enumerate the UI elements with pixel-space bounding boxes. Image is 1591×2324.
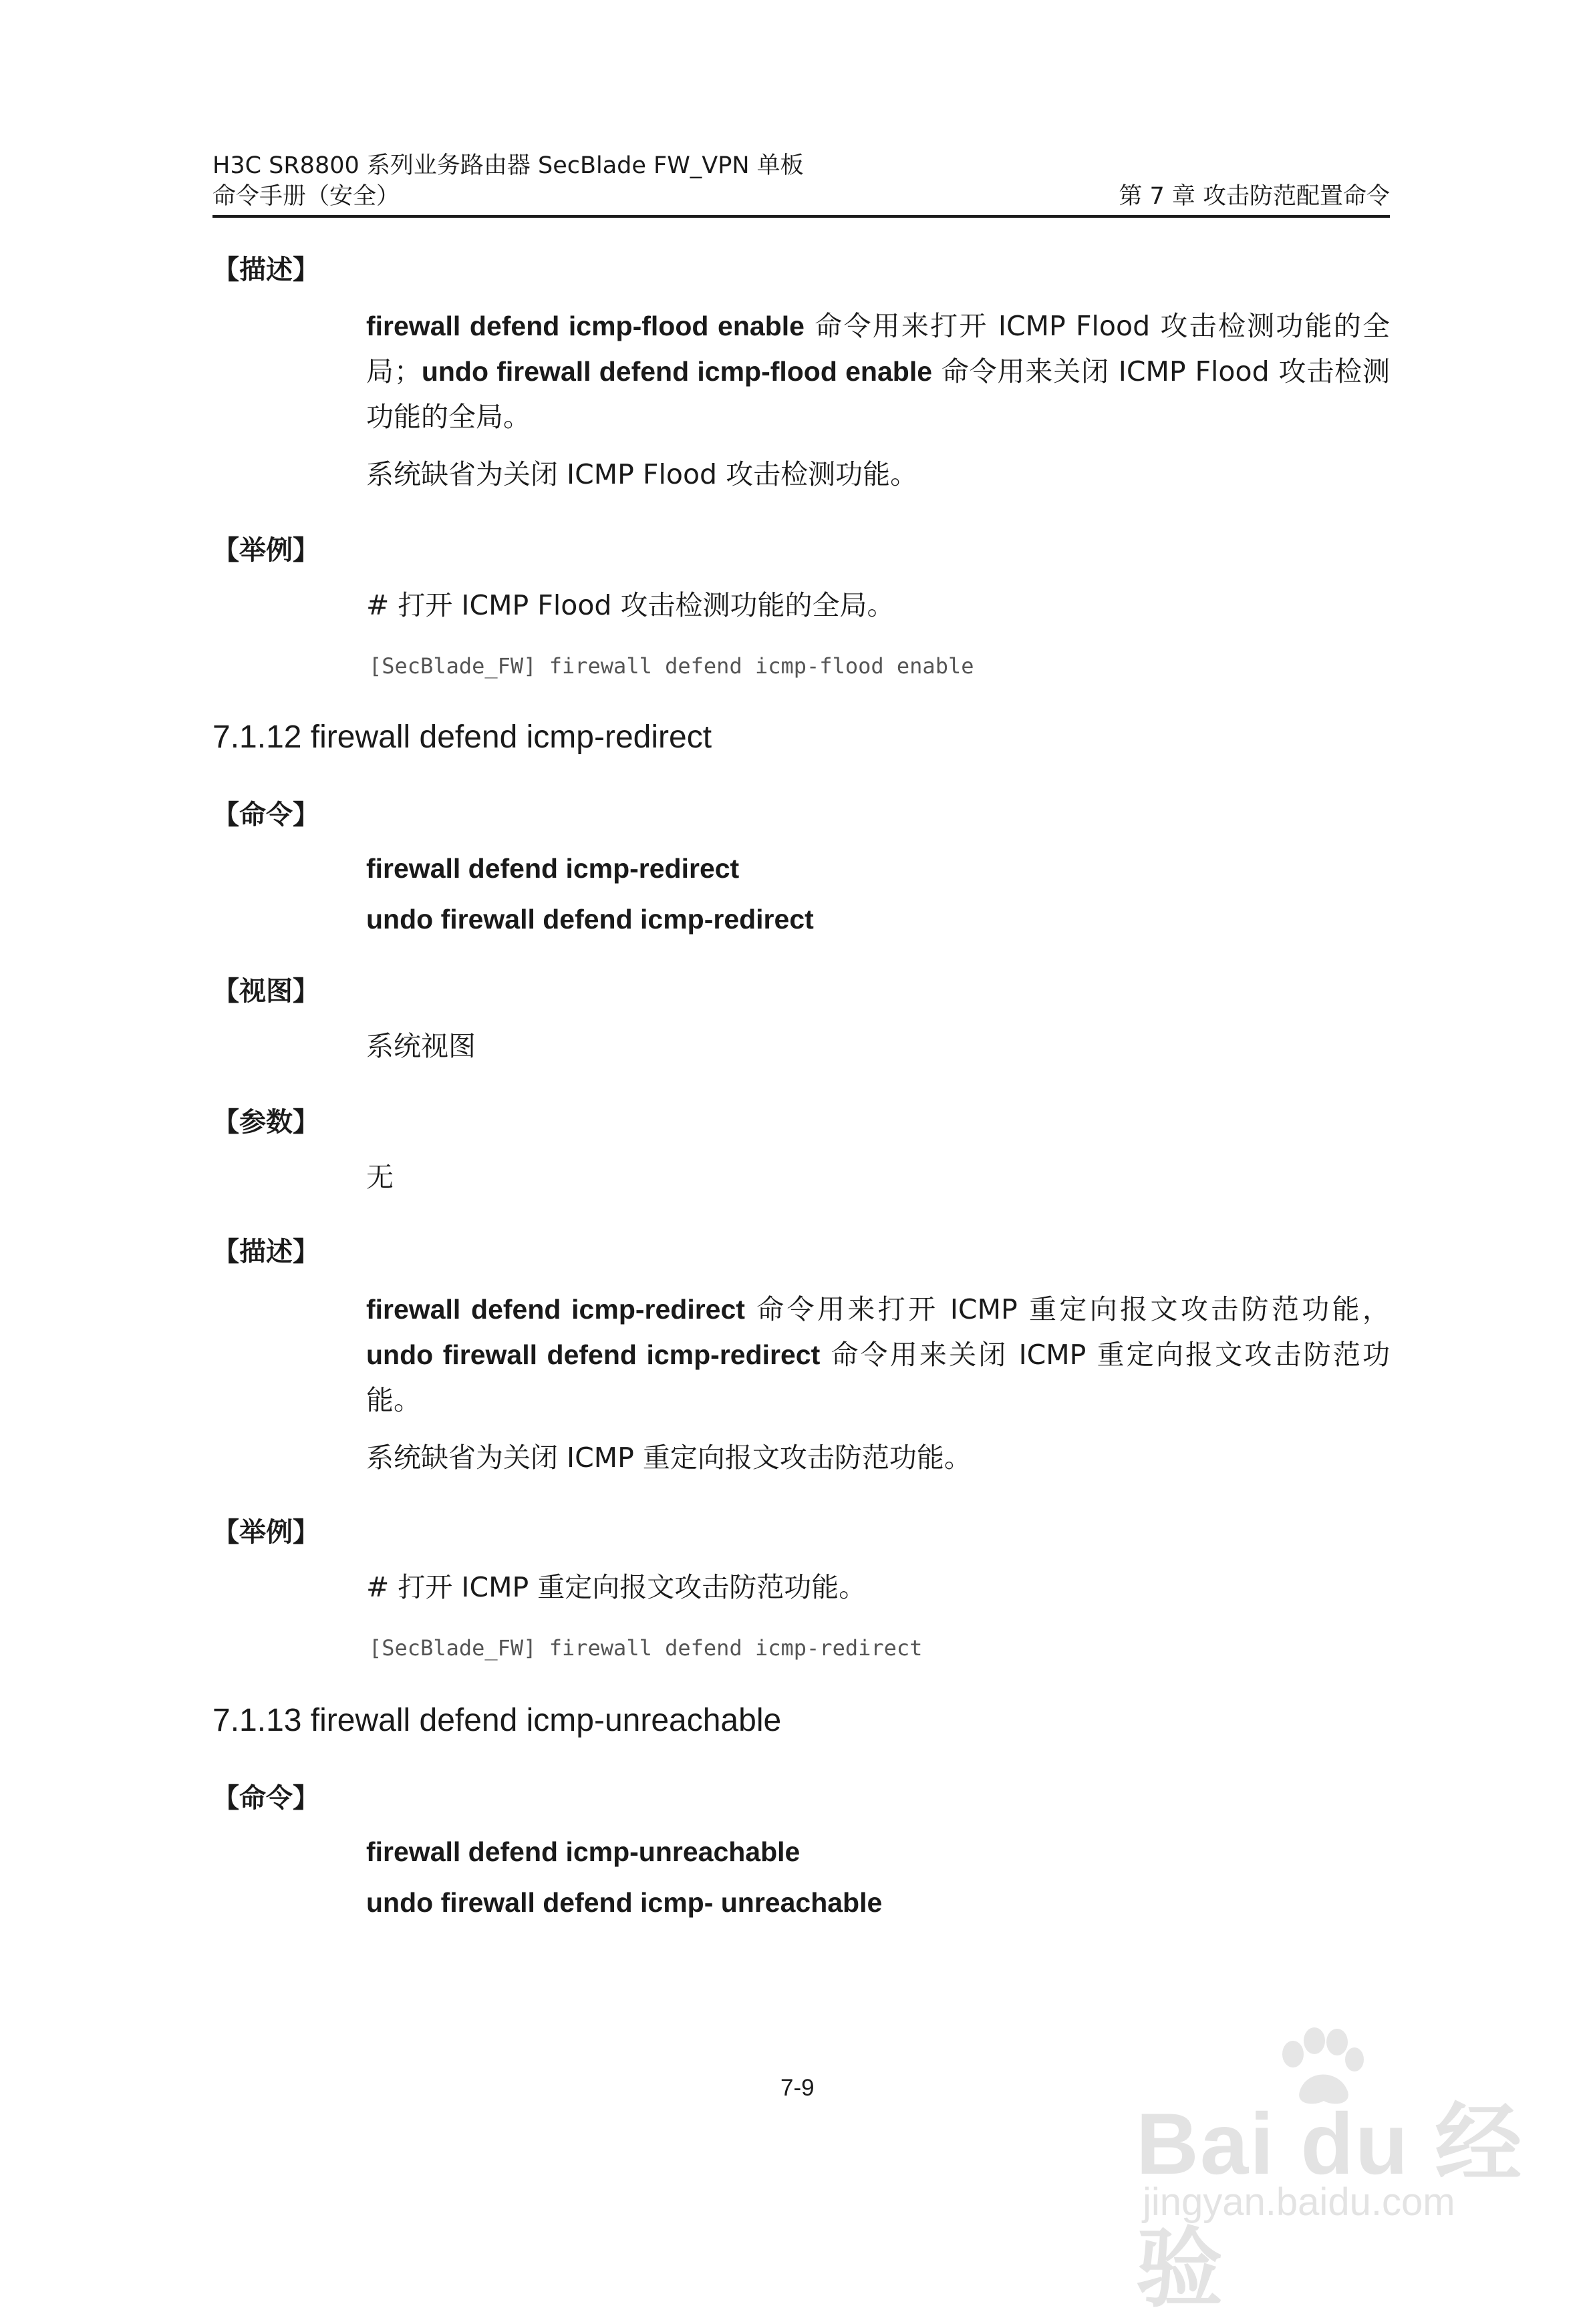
page-number: 7-9 xyxy=(780,2075,815,2101)
baidu-watermark xyxy=(1136,2027,1577,2317)
cmd-c2: undo firewall defend icmp- unreachable xyxy=(366,1887,883,1918)
cmd-b1: firewall defend icmp-redirect xyxy=(366,853,740,884)
param-label-b: 【参数】 xyxy=(212,1107,319,1138)
desc-text-b2: 命令用来关闭 ICMP 重定向报文攻击防范功能。 xyxy=(366,1339,1390,1416)
header-chapter: 第 7 章 攻击防范配置命令 xyxy=(1119,183,1390,210)
watermark-logo: Bai du 经验 xyxy=(1136,2095,1524,2317)
desc-label-b: 【描述】 xyxy=(212,1236,319,1267)
desc-paragraph-a xyxy=(366,303,1390,440)
section-heading-redirect: 7.1.12 firewall defend icmp-redirect xyxy=(212,719,712,755)
param-value-b: 无 xyxy=(366,1161,394,1193)
cmd-b2: undo firewall defend icmp-redirect xyxy=(366,904,814,935)
desc-cmd-b1: firewall defend icmp-redirect xyxy=(366,1294,745,1325)
section-heading-unreachable: 7.1.13 firewall defend icmp-unreachable xyxy=(212,1703,782,1738)
watermark-url: jingyan.baidu.com xyxy=(1143,2180,1455,2224)
example-code-a: [SecBlade_FW] firewall defend icmp-flood enable xyxy=(369,653,974,679)
desc-paragraph-b xyxy=(366,1287,1390,1423)
default-note-a: 系统缺省为关闭 ICMP Flood 攻击检测功能。 xyxy=(366,458,918,490)
default-note-b: 系统缺省为关闭 ICMP 重定向报文攻击防范功能。 xyxy=(366,1442,972,1474)
example-label-a: 【举例】 xyxy=(212,535,319,566)
example-comment-b: # 打开 ICMP 重定向报文攻击防范功能。 xyxy=(366,1571,867,1603)
desc-text-a2: 命令用来关闭 ICMP Flood 攻击检测功能的全局。 xyxy=(366,355,1390,433)
example-label-b: 【举例】 xyxy=(212,1517,319,1548)
desc-label-a: 【描述】 xyxy=(212,255,319,285)
header-manual-name: 命令手册（安全） xyxy=(212,183,400,210)
cmd-label-b: 【命令】 xyxy=(212,800,319,830)
desc-cmd-a2: undo firewall defend icmp-flood enable xyxy=(421,356,933,387)
cmd-label-c: 【命令】 xyxy=(212,1783,319,1814)
cmd-c1: firewall defend icmp-unreachable xyxy=(366,1836,801,1867)
desc-cmd-b2: undo firewall defend icmp-redirect xyxy=(366,1339,821,1370)
header-rule xyxy=(212,215,1390,218)
view-label-b: 【视图】 xyxy=(212,976,319,1007)
desc-text-a1: 命令用来打开 ICMP Flood 攻击检测功能的全局； xyxy=(366,310,1390,387)
desc-cmd-a1: firewall defend icmp-flood enable xyxy=(366,311,805,341)
header-title xyxy=(212,151,804,180)
header-line1: H3C SR8800 系列业务路由器 SecBlade FW_VPN 单板 xyxy=(212,152,804,179)
example-code-b: [SecBlade_FW] firewall defend icmp-redirect xyxy=(369,1635,923,1661)
desc-text-b1: 命令用来打开 ICMP 重定向报文攻击防范功能， xyxy=(744,1293,1390,1325)
view-value-b: 系统视图 xyxy=(366,1030,476,1062)
example-comment-a: # 打开 ICMP Flood 攻击检测功能的全局。 xyxy=(366,589,895,621)
